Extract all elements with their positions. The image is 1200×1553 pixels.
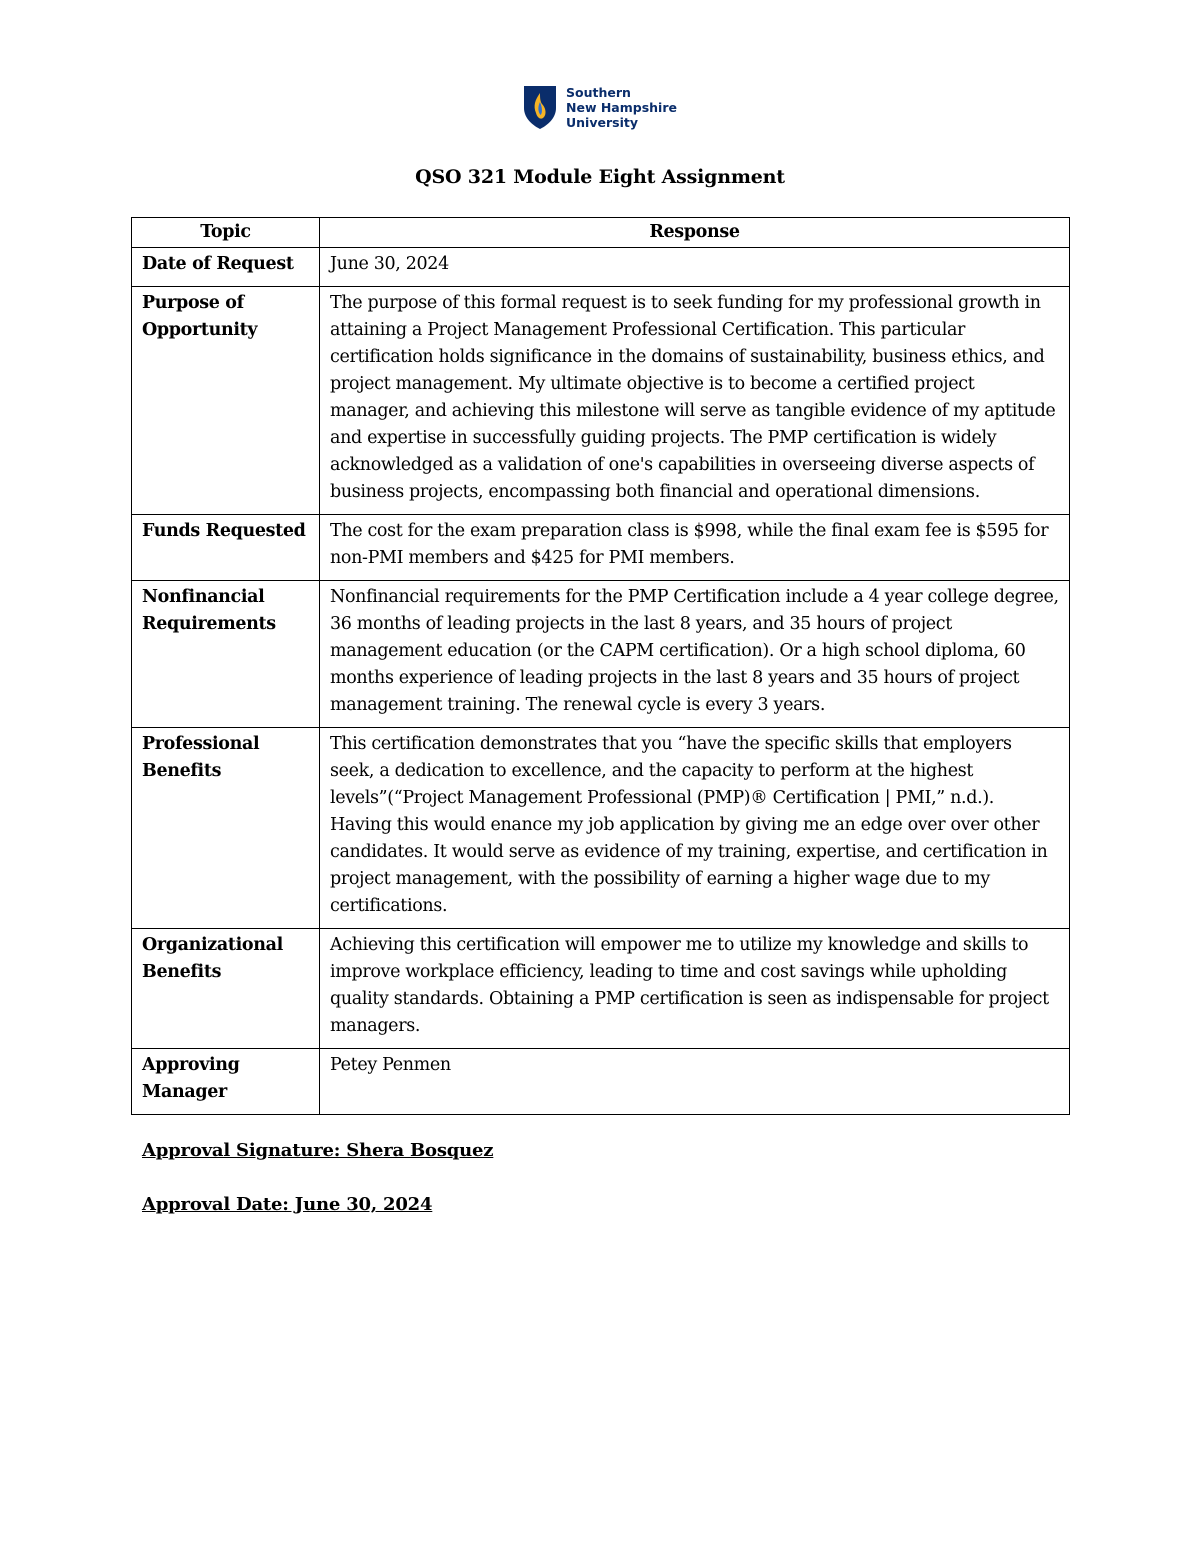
table-header-row bbox=[132, 218, 1070, 248]
row-topic: Professional Benefits bbox=[132, 728, 320, 929]
approval-date: Approval Date: June 30, 2024 bbox=[142, 1194, 433, 1215]
row-topic: Nonfinancial Requirements bbox=[132, 581, 320, 728]
logo-wordmark bbox=[566, 85, 677, 130]
row-topic: Date of Request bbox=[132, 248, 320, 287]
row-topic: Organizational Benefits bbox=[132, 929, 320, 1049]
row-topic: Approving Manager bbox=[132, 1049, 320, 1115]
row-topic: Funds Requested bbox=[132, 515, 320, 581]
logo-line-3: University bbox=[566, 114, 638, 130]
row-response: The purpose of this formal request is to seek funding for my professional growth in attaining a Project Management Professional Certification. This particular certification holds significance in the domains of sustainability, business ethics, and project management. My ultimate objective is to become a certified project manager, and achieving this milestone will serve as tangible evidence of my aptitude and expertise in successfully guiding projects. The PMP certification is widely acknowledged as a validation of one's capabilities in overseeing diverse aspects of business projects, encompassing both financial and operational dimensions. bbox=[320, 287, 1070, 515]
flame-shield-icon bbox=[522, 84, 558, 130]
table-row bbox=[132, 287, 1070, 515]
table-row bbox=[132, 1049, 1070, 1115]
logo-line-2: New Hampshire bbox=[566, 99, 677, 115]
page-title: QSO 321 Module Eight Assignment bbox=[415, 166, 785, 188]
row-response: Achieving this certification will empower me to utilize my knowledge and skills to improve workplace efficiency, leading to time and cost savings while upholding quality standards. Obtaining a PMP certification is seen as indispensable for project managers. bbox=[320, 929, 1070, 1049]
logo-line-1: Southern bbox=[566, 84, 631, 100]
header-response: Response bbox=[320, 218, 1070, 248]
header-topic: Topic bbox=[132, 218, 320, 248]
row-response: Nonfinancial requirements for the PMP Certification include a 4 year college degree, 36 months of leading projects in the last 8 years, and 35 hours of project management education (or the CAPM certification). Or a high school diploma, 60 months experience of leading projects in the last 8 years and 35 hours of project management training. The renewal cycle is every 3 years. bbox=[320, 581, 1070, 728]
university-logo bbox=[522, 84, 677, 130]
row-response: The cost for the exam preparation class is $998, while the final exam fee is $595 for non-PMI members and $425 for PMI members. bbox=[320, 515, 1070, 581]
approval-signature: Approval Signature: Shera Bosquez bbox=[142, 1140, 494, 1161]
request-table bbox=[131, 217, 1070, 1115]
table-row bbox=[132, 929, 1070, 1049]
table-row bbox=[132, 515, 1070, 581]
row-response: This certification demonstrates that you “have the specific skills that employers seek, a dedication to excellence, and the capacity to perform at the highest levels”(“Project Management Professional (PMP)® Certification | PMI,” n.d.). Having this would enance my job application by giving me an edge over over other candidates. It would serve as evidence of my training, expertise, and certification in project management, with the possibility of earning a higher wage due to my certifications. bbox=[320, 728, 1070, 929]
row-topic: Purpose of Opportunity bbox=[132, 287, 320, 515]
table-row bbox=[132, 728, 1070, 929]
table-row bbox=[132, 581, 1070, 728]
row-response: Petey Penmen bbox=[320, 1049, 1070, 1115]
table-row bbox=[132, 248, 1070, 287]
row-response: June 30, 2024 bbox=[320, 248, 1070, 287]
